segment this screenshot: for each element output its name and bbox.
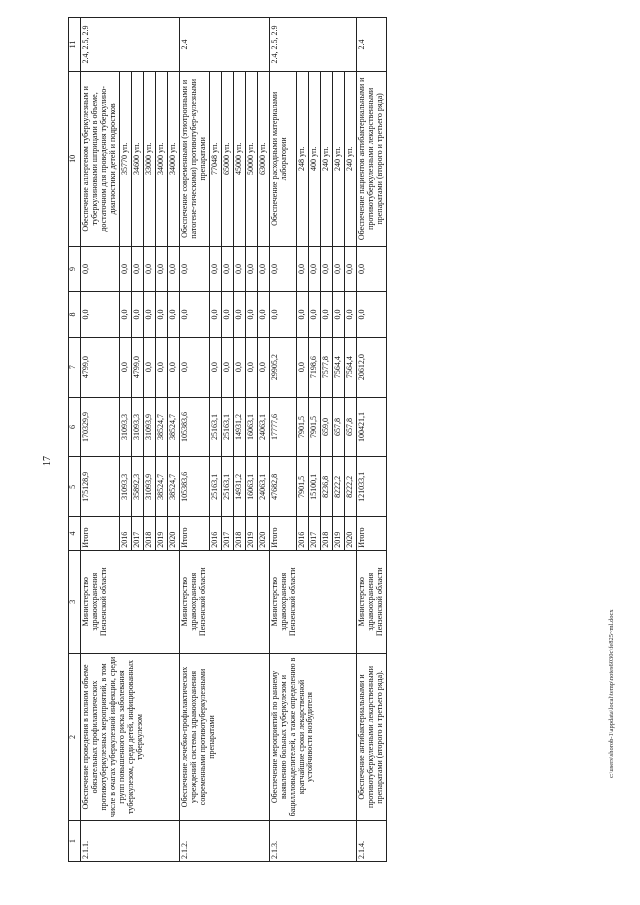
cell-year: Итого — [81, 517, 120, 551]
column-header: 4 — [69, 517, 81, 551]
cell-v7: 7564,4 — [332, 337, 344, 397]
cell-v7: 29905,2 — [269, 337, 296, 397]
cell-year: 2018 — [233, 517, 245, 551]
cell-v9: 0,0 — [179, 246, 209, 291]
cell-v5: 121033,1 — [356, 457, 386, 517]
section-row — [81, 18, 120, 862]
column-header: 7 — [69, 337, 81, 397]
measure-name: Обеспечение проведения в полном объеме обязательных профилактических противотуберкулезных мероприятий, в том числе в очагах туберкулезной инфекции, среди групп повышенного риска заболевания туберкулезом, среди детей, инфицированных туберкулезом — [81, 653, 180, 821]
cell-v7: 0,0 — [167, 337, 179, 397]
cell-v8: 0,0 — [167, 292, 179, 337]
cell-v7: 0,0 — [119, 337, 131, 397]
cell-v9: 0,0 — [257, 246, 269, 291]
cell-v8: 0,0 — [179, 292, 209, 337]
cell-v10: 240 уп. — [344, 71, 356, 246]
cell-v5: 16063,1 — [245, 457, 257, 517]
header-row — [69, 18, 81, 862]
column-header: 1 — [69, 821, 81, 862]
cell-v6: 38524,7 — [155, 397, 167, 457]
cell-year: Итого — [269, 517, 296, 551]
cell-v8: 0,0 — [81, 292, 120, 337]
cell-v6: 105383,6 — [179, 397, 209, 457]
reference: 2.4 — [356, 18, 386, 72]
cell-v8: 0,0 — [131, 292, 143, 337]
cell-v8: 0,0 — [269, 292, 296, 337]
cell-v6: 24063,1 — [257, 397, 269, 457]
cell-v8: 0,0 — [119, 292, 131, 337]
executor: Министерство здравоохранения Пензенской области — [356, 550, 386, 653]
cell-v6: 31093,3 — [119, 397, 131, 457]
program-table — [68, 17, 387, 862]
cell-v9: 0,0 — [308, 246, 320, 291]
cell-v10: 33000 уп. — [143, 71, 155, 246]
cell-year: 2020 — [167, 517, 179, 551]
cell-v10: 34600 уп. — [131, 71, 143, 246]
measure-name: Обеспечение лечебно-профилактических учреждений системы здравоохранения современными противотуберкулезными препаратами — [179, 653, 269, 821]
cell-v8: 0,0 — [344, 292, 356, 337]
cell-v6: 17777,6 — [269, 397, 296, 457]
column-header: 5 — [69, 457, 81, 517]
column-header: 2 — [69, 653, 81, 821]
cell-v9: 0,0 — [143, 246, 155, 291]
cell-v10: 63000 уп. — [257, 71, 269, 246]
cell-v6: 16063,1 — [245, 397, 257, 457]
footer-file-path: c:\users\shorob-1\appdata\local\temp\notes6030c\fe825~ml.docx — [608, 609, 615, 778]
cell-v9: 0,0 — [356, 246, 386, 291]
cell-v7: 0,0 — [233, 337, 245, 397]
section-row — [356, 18, 386, 862]
cell-v9: 0,0 — [209, 246, 221, 291]
cell-v5: 8222,2 — [332, 457, 344, 517]
cell-v8: 0,0 — [320, 292, 332, 337]
cell-v7: 0,0 — [221, 337, 233, 397]
cell-v6: 31093,9 — [143, 397, 155, 457]
cell-year: 2018 — [143, 517, 155, 551]
executor: Министерство здравоохранения Пензенской области — [179, 550, 269, 653]
section-row — [179, 18, 209, 862]
cell-v9: 0,0 — [155, 246, 167, 291]
executor: Министерство здравоохранения Пензенской области — [269, 550, 356, 653]
cell-year: 2016 — [296, 517, 308, 551]
section-row — [269, 18, 296, 862]
cell-v9: 0,0 — [119, 246, 131, 291]
cell-v10: 34000 уп. — [155, 71, 167, 246]
item-number: 2.1.3. — [269, 821, 356, 862]
cell-v8: 0,0 — [257, 292, 269, 337]
executor: Министерство здравоохранения Пензенской области — [81, 550, 180, 653]
cell-v5: 31093,3 — [119, 457, 131, 517]
cell-v7: 0,0 — [209, 337, 221, 397]
indicator-text: Обеспечение аллергеном туберкулезным и туберкулиновыми шприцами в объеме, достаточном для проведения туберкулино-диагностики детей и подростков — [81, 71, 120, 246]
cell-v9: 0,0 — [296, 246, 308, 291]
page-number: 17 — [42, 456, 53, 466]
cell-v10: 65000 уп. — [221, 71, 233, 246]
cell-v10: 400 уп. — [308, 71, 320, 246]
cell-v7: 0,0 — [257, 337, 269, 397]
cell-v10: 248 уп. — [296, 71, 308, 246]
cell-v6: 657,8 — [332, 397, 344, 457]
cell-v9: 0,0 — [320, 246, 332, 291]
indicator-text: Обеспечение пациентов антибактериальными и противотуберкулезными лекарственными препаратами (второго и третьего ряда) — [356, 71, 386, 246]
reference: 2.4, 2.5, 2.9 — [269, 18, 356, 72]
cell-v10: 50000 уп. — [245, 71, 257, 246]
cell-v9: 0,0 — [245, 246, 257, 291]
cell-year: 2019 — [332, 517, 344, 551]
cell-v5: 31093,9 — [143, 457, 155, 517]
cell-v8: 0,0 — [209, 292, 221, 337]
indicator-text: Обеспечение расходными материалами лаборатории — [269, 71, 296, 246]
cell-v5: 175128,9 — [81, 457, 120, 517]
cell-v7: 7564,4 — [344, 337, 356, 397]
cell-v10: 34000 уп. — [167, 71, 179, 246]
cell-v5: 24063,1 — [257, 457, 269, 517]
cell-v8: 0,0 — [308, 292, 320, 337]
cell-v10: 35770 уп. — [119, 71, 131, 246]
cell-v8: 0,0 — [356, 292, 386, 337]
cell-v7: 0,0 — [143, 337, 155, 397]
measure-name: Обеспечение антибактериальными и противотуберкулезными лекарственными препаратами (второго и третьего ряда). — [356, 653, 386, 821]
cell-v6: 659,0 — [320, 397, 332, 457]
cell-v7: 0,0 — [179, 337, 209, 397]
cell-v7: 0,0 — [155, 337, 167, 397]
cell-v9: 0,0 — [344, 246, 356, 291]
item-number: 2.1.1. — [81, 821, 180, 862]
column-header: 6 — [69, 397, 81, 457]
column-header: 3 — [69, 550, 81, 653]
cell-v5: 8222,2 — [344, 457, 356, 517]
cell-v5: 25163,1 — [209, 457, 221, 517]
cell-v5: 47682,8 — [269, 457, 296, 517]
cell-v5: 38524,7 — [167, 457, 179, 517]
cell-v8: 0,0 — [296, 292, 308, 337]
table-body — [69, 18, 387, 862]
cell-v5: 105383,6 — [179, 457, 209, 517]
cell-year: 2016 — [119, 517, 131, 551]
cell-v5: 14931,2 — [233, 457, 245, 517]
cell-v7: 0,0 — [245, 337, 257, 397]
cell-v9: 0,0 — [233, 246, 245, 291]
column-header: 9 — [69, 246, 81, 291]
cell-v8: 0,0 — [221, 292, 233, 337]
cell-v6: 38524,7 — [167, 397, 179, 457]
cell-v5: 7901,5 — [296, 457, 308, 517]
cell-v5: 35892,3 — [131, 457, 143, 517]
cell-v10: 45000 уп. — [233, 71, 245, 246]
cell-v6: 170329,9 — [81, 397, 120, 457]
cell-v9: 0,0 — [167, 246, 179, 291]
column-header: 10 — [69, 71, 81, 246]
cell-year: 2020 — [344, 517, 356, 551]
cell-year: 2017 — [308, 517, 320, 551]
cell-v7: 7198,6 — [308, 337, 320, 397]
cell-v8: 0,0 — [233, 292, 245, 337]
cell-v8: 0,0 — [332, 292, 344, 337]
cell-v8: 0,0 — [143, 292, 155, 337]
reference: 2.4, 2.5, 2.9 — [81, 18, 180, 72]
cell-year: 2019 — [245, 517, 257, 551]
item-number: 2.1.2. — [179, 821, 269, 862]
rotated-table-container — [68, 17, 588, 862]
cell-year: 2017 — [131, 517, 143, 551]
cell-v8: 0,0 — [245, 292, 257, 337]
cell-v7: 4799,0 — [131, 337, 143, 397]
cell-v8: 0,0 — [155, 292, 167, 337]
cell-year: 2018 — [320, 517, 332, 551]
cell-year: 2019 — [155, 517, 167, 551]
cell-v5: 38524,7 — [155, 457, 167, 517]
cell-v9: 0,0 — [332, 246, 344, 291]
cell-v7: 20612,0 — [356, 337, 386, 397]
cell-v9: 0,0 — [131, 246, 143, 291]
measure-name: Обеспечение мероприятий по раннему выявлению больных туберкулезом и бациллловыделителей, а также определению в кратчайшие сроки лекарственной устойчивости возбудителя — [269, 653, 356, 821]
cell-v6: 100421,1 — [356, 397, 386, 457]
cell-year: 2017 — [221, 517, 233, 551]
cell-v7: 7577,8 — [320, 337, 332, 397]
cell-v9: 0,0 — [81, 246, 120, 291]
cell-v6: 7901,5 — [296, 397, 308, 457]
cell-v10: 240 уп. — [332, 71, 344, 246]
cell-year: Итого — [356, 517, 386, 551]
cell-v9: 0,0 — [269, 246, 296, 291]
cell-v6: 25163,1 — [221, 397, 233, 457]
cell-v6: 657,8 — [344, 397, 356, 457]
cell-v7: 0,0 — [296, 337, 308, 397]
cell-v5: 25163,1 — [221, 457, 233, 517]
column-header: 11 — [69, 18, 81, 72]
cell-v5: 15100,1 — [308, 457, 320, 517]
cell-v6: 7901,5 — [308, 397, 320, 457]
cell-v6: 14931,2 — [233, 397, 245, 457]
column-header: 8 — [69, 292, 81, 337]
cell-year: 2016 — [209, 517, 221, 551]
indicator-text: Обеспечение современными (этиотропными и патогене-тическими) противотубер-кулезными препаратами — [179, 71, 209, 246]
item-number: 2.1.4. — [356, 821, 386, 862]
cell-v6: 31093,3 — [131, 397, 143, 457]
reference: 2.4 — [179, 18, 269, 72]
cell-v10: 240 уп. — [320, 71, 332, 246]
cell-v9: 0,0 — [221, 246, 233, 291]
cell-v5: 8236,8 — [320, 457, 332, 517]
cell-v7: 4799,0 — [81, 337, 120, 397]
cell-year: 2020 — [257, 517, 269, 551]
cell-v10: 77048 уп. — [209, 71, 221, 246]
cell-v6: 25163,1 — [209, 397, 221, 457]
cell-year: Итого — [179, 517, 209, 551]
